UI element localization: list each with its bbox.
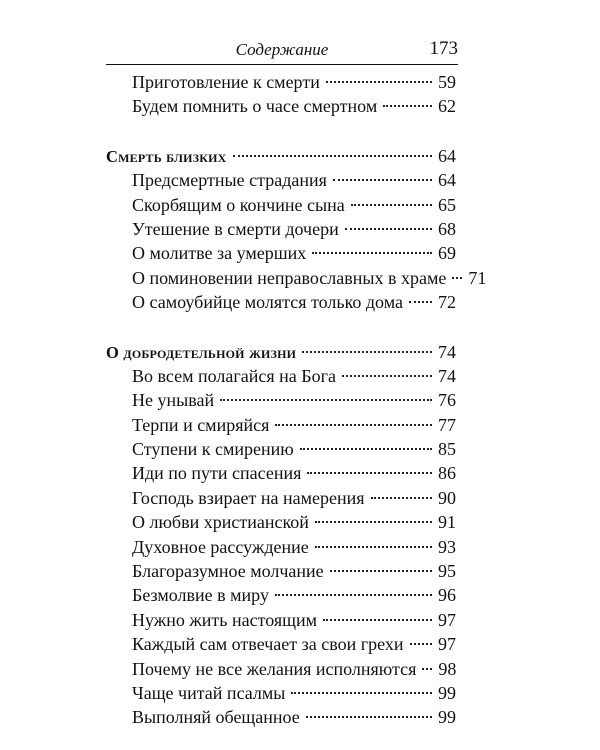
toc-entry xyxy=(106,266,487,290)
toc-entry-page: 69 xyxy=(438,243,456,264)
dot-leader xyxy=(409,301,432,303)
toc-entry-page: 86 xyxy=(438,463,456,484)
toc-section-page: 74 xyxy=(438,341,456,362)
toc-entry xyxy=(106,241,456,265)
toc-entry-title: О молитве за умерших xyxy=(132,243,307,264)
dot-leader xyxy=(410,643,433,645)
toc-entry xyxy=(106,217,456,241)
toc-section-heading xyxy=(106,144,456,168)
toc-entry xyxy=(106,388,456,412)
toc-entry xyxy=(106,486,456,510)
toc-entry xyxy=(106,193,456,217)
dot-leader xyxy=(220,399,432,401)
toc-entry-title: Иди по пути спасения xyxy=(132,463,302,484)
toc-entry-page: 97 xyxy=(438,634,456,655)
toc-entry-title: Скорбящим о кончине сына xyxy=(132,194,345,215)
toc-entry-page: 71 xyxy=(468,267,487,288)
toc-entry-title: Приготовление к смерти xyxy=(132,72,320,92)
toc-entry-title: Благоразумное молчание xyxy=(132,561,324,582)
dot-leader xyxy=(326,81,432,83)
toc-entry xyxy=(106,168,456,192)
toc-section-heading xyxy=(106,340,456,364)
toc-entry xyxy=(106,413,456,437)
toc-entry-title: Каждый сам отвечает за свои грехи xyxy=(132,634,404,655)
dot-leader xyxy=(345,228,432,230)
toc-entry xyxy=(106,583,456,607)
toc-entry-page: 99 xyxy=(438,707,456,728)
dot-leader xyxy=(306,716,432,718)
toc-entry-title: Выполняй обещанное xyxy=(132,707,300,728)
toc-entry-page: 91 xyxy=(438,512,456,533)
toc-entry-page: 59 xyxy=(438,72,456,92)
toc-entry-title: Терпи и смиряйся xyxy=(132,414,270,435)
toc-entry xyxy=(106,461,456,485)
toc-entry-title: Нужно жить настоящим xyxy=(132,609,318,630)
table-of-contents xyxy=(106,70,487,730)
toc-entry-title: О самоубийце молятся только дома xyxy=(132,292,403,313)
toc-entry-title: Ступени к смирению xyxy=(132,439,294,460)
toc-section-title: О добродетельной жизни xyxy=(106,342,297,362)
dot-leader xyxy=(307,472,432,474)
toc-entry-page: 74 xyxy=(438,365,456,386)
dot-leader xyxy=(291,692,432,694)
dot-leader xyxy=(333,179,432,181)
toc-entry-page: 76 xyxy=(438,390,456,411)
running-title: Содержание xyxy=(235,40,329,59)
toc-entry-page: 96 xyxy=(438,585,456,606)
dot-leader xyxy=(452,277,462,279)
toc-entry-title: Господь взирает на намерения xyxy=(132,487,365,508)
toc-entry xyxy=(106,437,456,461)
dot-leader xyxy=(323,619,432,621)
toc-entry-page: 95 xyxy=(438,561,456,582)
section-gap xyxy=(106,315,456,340)
toc-entry-title: Будем помнить о часе смертном xyxy=(132,96,378,117)
toc-entry-title: О поминовении неправославных в храме xyxy=(132,267,447,288)
toc-entry-page: 68 xyxy=(438,218,456,239)
toc-entry-page: 72 xyxy=(438,292,456,313)
dot-leader xyxy=(315,546,432,548)
dot-leader xyxy=(312,252,432,254)
toc-entry-title: Безмолвие в миру xyxy=(132,585,269,606)
toc-section-page: 64 xyxy=(438,145,456,166)
toc-entry xyxy=(106,559,456,583)
toc-entry xyxy=(106,94,456,118)
toc-entry-page: 90 xyxy=(438,487,456,508)
toc-entry-page: 97 xyxy=(438,609,456,630)
toc-entry-page: 99 xyxy=(438,682,456,703)
toc-entry xyxy=(106,70,456,94)
dot-leader xyxy=(315,521,432,523)
dot-leader xyxy=(275,594,432,596)
dot-leader xyxy=(300,448,432,450)
toc-entry-page: 62 xyxy=(438,96,456,117)
toc-entry xyxy=(106,364,456,388)
dot-leader xyxy=(422,668,432,670)
toc-entry xyxy=(106,681,456,705)
toc-entry-page: 64 xyxy=(438,170,456,191)
dot-leader xyxy=(371,497,433,499)
toc-entry-page: 98 xyxy=(438,658,457,679)
dot-leader xyxy=(351,204,432,206)
toc-entry xyxy=(106,290,456,314)
toc-entry xyxy=(106,510,456,534)
toc-entry-page: 77 xyxy=(438,414,456,435)
dot-leader xyxy=(342,375,432,377)
dot-leader xyxy=(330,570,432,572)
toc-section-title: Смерть близких xyxy=(106,146,227,166)
dot-leader xyxy=(383,105,432,107)
toc-entry-page: 65 xyxy=(438,194,456,215)
toc-entry-page: 93 xyxy=(438,536,456,557)
toc-entry-title: О любви христианской xyxy=(132,512,309,533)
toc-entry-title: Во всем полагайся на Бога xyxy=(132,365,336,386)
toc-entry xyxy=(106,705,456,729)
toc-entry-title: Утешение в смерти дочери xyxy=(132,218,339,239)
toc-entry-title: Чаще читай псалмы xyxy=(132,682,286,703)
toc-entry-title: Не унывай xyxy=(132,390,215,411)
dot-leader xyxy=(302,351,432,353)
toc-entry-title: Предсмертные страдания xyxy=(132,170,327,191)
toc-entry xyxy=(106,608,456,632)
section-gap xyxy=(106,119,456,144)
toc-entry xyxy=(106,657,456,681)
dot-leader xyxy=(275,424,432,426)
page-number: 173 xyxy=(429,38,458,59)
toc-entry xyxy=(106,632,456,656)
toc-entry xyxy=(106,535,456,559)
toc-entry-page: 85 xyxy=(438,439,456,460)
header-rule xyxy=(106,64,458,65)
toc-entry-title: Духовное рассуждение xyxy=(132,536,309,557)
running-head xyxy=(106,38,458,62)
dot-leader xyxy=(233,155,432,157)
toc-entry-title: Почему не все желания исполняются xyxy=(132,658,417,679)
